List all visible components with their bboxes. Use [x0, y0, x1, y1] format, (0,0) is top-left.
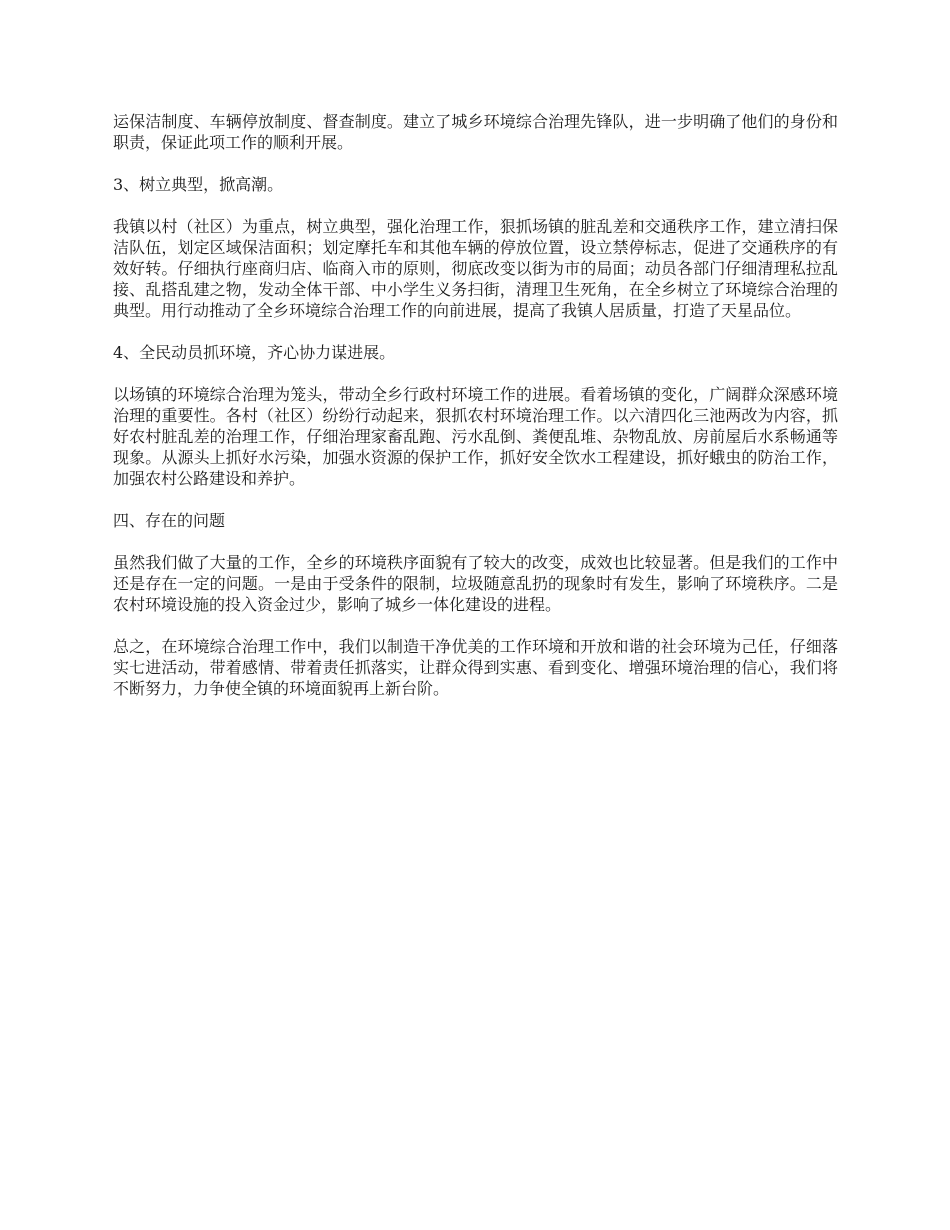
- section-heading-3: 3、树立典型，掀高潮。: [113, 175, 284, 194]
- section-heading-problems: 四、存在的问题: [113, 511, 226, 530]
- section-heading-4: 4、全民动员抓环境，齐心协力谋进展。: [113, 343, 396, 362]
- document-body: [113, 111, 838, 720]
- paragraph-conclusion: 总之，在环境综合治理工作中，我们以制造干净优美的工作环境和开放和谐的社会环境为己任，仔细落实七进活动，带着感情、带着责任抓落实，让群众得到实惠、看到变化、增强环境治理的信心，我们将不断努力，力争使全镇的环境面貌再上新台阶。: [113, 637, 838, 698]
- paragraph-mobilization: 以场镇的环境综合治理为笼头，带动全乡行政村环境工作的进展。看着场镇的变化，广阔群众深感环境治理的重要性。各村（社区）纷纷行动起来，狠抓农村环境治理工作。以六清四化三池两改为内容，抓好农村脏乱差的治理工作，仔细治理家畜乱跑、污水乱倒、粪便乱堆、杂物乱放、房前屋后水系畅通等现象。从源头上抓好水污染，加强水资源的保护工作，抓好安全饮水工程建设，抓好蛾虫的防治工作，加强农村公路建设和养护。: [113, 385, 838, 488]
- paragraph-problems: 虽然我们做了大量的工作，全乡的环境秩序面貌有了较大的改变，成效也比较显著。但是我们的工作中还是存在一定的问题。一是由于受条件的限制，垃圾随意乱扔的现象时有发生，影响了环境秩序。二是农村环境设施的投入资金过少，影响了城乡一体化建设的进程。: [113, 553, 838, 614]
- paragraph-continuation: 运保洁制度、车辆停放制度、督查制度。建立了城乡环境综合治理先锋队，进一步明确了他们的身份和职责，保证此项工作的顺利开展。: [113, 112, 838, 152]
- paragraph-typical-example: 我镇以村（社区）为重点，树立典型，强化治理工作，狠抓场镇的脏乱差和交通秩序工作，建立清扫保洁队伍，划定区域保洁面积；划定摩托车和其他车辆的停放位置，设立禁停标志，促进了交通秩序的有效好转。仔细执行座商归店、临商入市的原则，彻底改变以街为市的局面；动员各部门仔细清理私拉乱接、乱搭乱建之物，发动全体干部、中小学生义务扫街，清理卫生死角，在全乡树立了环境综合治理的典型。用行动推动了全乡环境综合治理工作的向前进展，提高了我镇人居质量，打造了天星品位。: [113, 217, 838, 320]
